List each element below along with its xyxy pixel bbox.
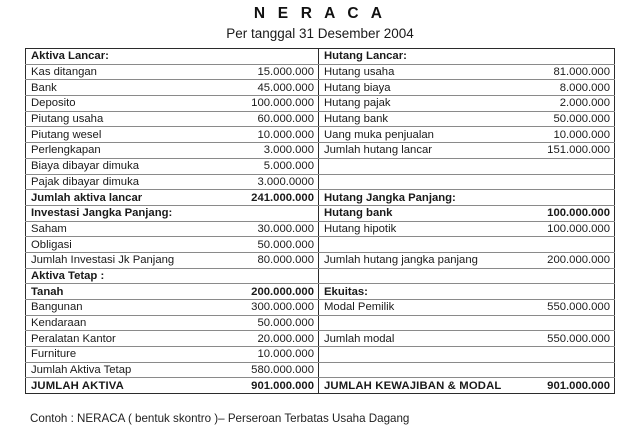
liability-label: Hutang Jangka Panjang: [319, 190, 504, 206]
table-row [26, 190, 615, 206]
table-row [26, 237, 615, 253]
asset-label: Saham [26, 221, 206, 237]
asset-value: 50.000.000 [206, 315, 319, 331]
asset-label: Bangunan [26, 300, 206, 316]
liability-value [504, 158, 615, 174]
liability-value [504, 268, 615, 284]
table-row [26, 96, 615, 112]
liability-label [319, 174, 504, 190]
liability-label: Hutang biaya [319, 80, 504, 96]
liability-value [504, 362, 615, 378]
asset-value: 3.000.000 [206, 143, 319, 159]
asset-label: Investasi Jangka Panjang: [26, 205, 206, 221]
liability-value [504, 190, 615, 206]
liability-label: Hutang bank [319, 205, 504, 221]
asset-label: Kas ditangan [26, 64, 206, 80]
liability-label [319, 315, 504, 331]
table-row [26, 174, 615, 190]
page-subtitle: Per tanggal 31 Desember 2004 [226, 26, 414, 41]
asset-value: 15.000.000 [206, 64, 319, 80]
asset-value [206, 205, 319, 221]
liability-value: 550.000.000 [504, 300, 615, 316]
table-row [26, 300, 615, 316]
asset-value: 100.000.000 [206, 96, 319, 112]
liability-value [504, 315, 615, 331]
liability-value: 8.000.000 [504, 80, 615, 96]
liability-value: 100.000.000 [504, 205, 615, 221]
table-row [26, 143, 615, 159]
asset-value: 300.000.000 [206, 300, 319, 316]
asset-value: 200.000.000 [206, 284, 319, 300]
table-row [26, 315, 615, 331]
table-row [26, 331, 615, 347]
asset-value: 901.000.000 [206, 378, 319, 394]
asset-label: Tanah [26, 284, 206, 300]
liability-label: Hutang pajak [319, 96, 504, 112]
liability-label: JUMLAH KEWAJIBAN & MODAL [319, 378, 504, 394]
liability-value: 2.000.000 [504, 96, 615, 112]
page-title: N E R A C A [253, 5, 387, 22]
liability-value: 200.000.000 [504, 252, 615, 268]
asset-label: Piutang usaha [26, 111, 206, 127]
liability-value [504, 237, 615, 253]
asset-value: 60.000.000 [206, 111, 319, 127]
asset-label: Piutang wesel [26, 127, 206, 143]
table-row [26, 221, 615, 237]
figure-caption: Contoh : NERACA ( bentuk skontro )– Perseroan Terbatas Usaha Dagang [30, 412, 410, 426]
asset-label: Deposito [26, 96, 206, 112]
asset-value: 45.000.000 [206, 80, 319, 96]
liability-value: 550.000.000 [504, 331, 615, 347]
liability-label: Hutang Lancar: [319, 49, 504, 65]
asset-value [206, 49, 319, 65]
liability-label [319, 347, 504, 363]
liability-label: Jumlah modal [319, 331, 504, 347]
liability-value: 81.000.000 [504, 64, 615, 80]
asset-label: Furniture [26, 347, 206, 363]
liability-value: 100.000.000 [504, 221, 615, 237]
liability-label [319, 362, 504, 378]
asset-value: 30.000.000 [206, 221, 319, 237]
table-row [26, 252, 615, 268]
liability-value: 50.000.000 [504, 111, 615, 127]
liability-value [504, 49, 615, 65]
asset-label: Jumlah aktiva lancar [26, 190, 206, 206]
liability-label: Ekuitas: [319, 284, 504, 300]
asset-label: Jumlah Investasi Jk Panjang [26, 252, 206, 268]
liability-label: Hutang hipotik [319, 221, 504, 237]
table-row [26, 268, 615, 284]
asset-label: Aktiva Tetap : [26, 268, 206, 284]
asset-value: 580.000.000 [206, 362, 319, 378]
table-row [26, 362, 615, 378]
asset-label: Bank [26, 80, 206, 96]
table-row [26, 64, 615, 80]
title-block [0, 0, 640, 43]
balance-sheet-table [25, 48, 615, 394]
liability-value [504, 284, 615, 300]
asset-label: Kendaraan [26, 315, 206, 331]
table-row [26, 347, 615, 363]
asset-label: JUMLAH AKTIVA [26, 378, 206, 394]
balance-sheet-table-wrap [25, 48, 614, 394]
table-row [26, 127, 615, 143]
liability-value [504, 347, 615, 363]
liability-value: 10.000.000 [504, 127, 615, 143]
table-row [26, 378, 615, 394]
liability-label: Uang muka penjualan [319, 127, 504, 143]
asset-label: Obligasi [26, 237, 206, 253]
liability-label: Jumlah hutang lancar [319, 143, 504, 159]
liability-label: Hutang bank [319, 111, 504, 127]
asset-label: Peralatan Kantor [26, 331, 206, 347]
asset-label: Biaya dibayar dimuka [26, 158, 206, 174]
table-row [26, 111, 615, 127]
asset-label: Aktiva Lancar: [26, 49, 206, 65]
liability-label: Hutang usaha [319, 64, 504, 80]
liability-label: Modal Pemilik [319, 300, 504, 316]
balance-sheet-body [26, 49, 615, 394]
asset-label: Pajak dibayar dimuka [26, 174, 206, 190]
asset-value: 80.000.000 [206, 252, 319, 268]
asset-value: 5.000.000 [206, 158, 319, 174]
table-row [26, 80, 615, 96]
liability-value: 151.000.000 [504, 143, 615, 159]
liability-value [504, 174, 615, 190]
liability-value: 901.000.000 [504, 378, 615, 394]
asset-value: 10.000.000 [206, 347, 319, 363]
asset-label: Perlengkapan [26, 143, 206, 159]
liability-label [319, 158, 504, 174]
asset-value: 3.000.0000 [206, 174, 319, 190]
liability-label [319, 237, 504, 253]
table-row [26, 158, 615, 174]
table-row [26, 284, 615, 300]
asset-value: 10.000.000 [206, 127, 319, 143]
asset-label: Jumlah Aktiva Tetap [26, 362, 206, 378]
asset-value: 241.000.000 [206, 190, 319, 206]
liability-label: Jumlah hutang jangka panjang [319, 252, 504, 268]
liability-label [319, 268, 504, 284]
asset-value [206, 268, 319, 284]
asset-value: 20.000.000 [206, 331, 319, 347]
table-row [26, 205, 615, 221]
asset-value: 50.000.000 [206, 237, 319, 253]
table-row [26, 49, 615, 65]
